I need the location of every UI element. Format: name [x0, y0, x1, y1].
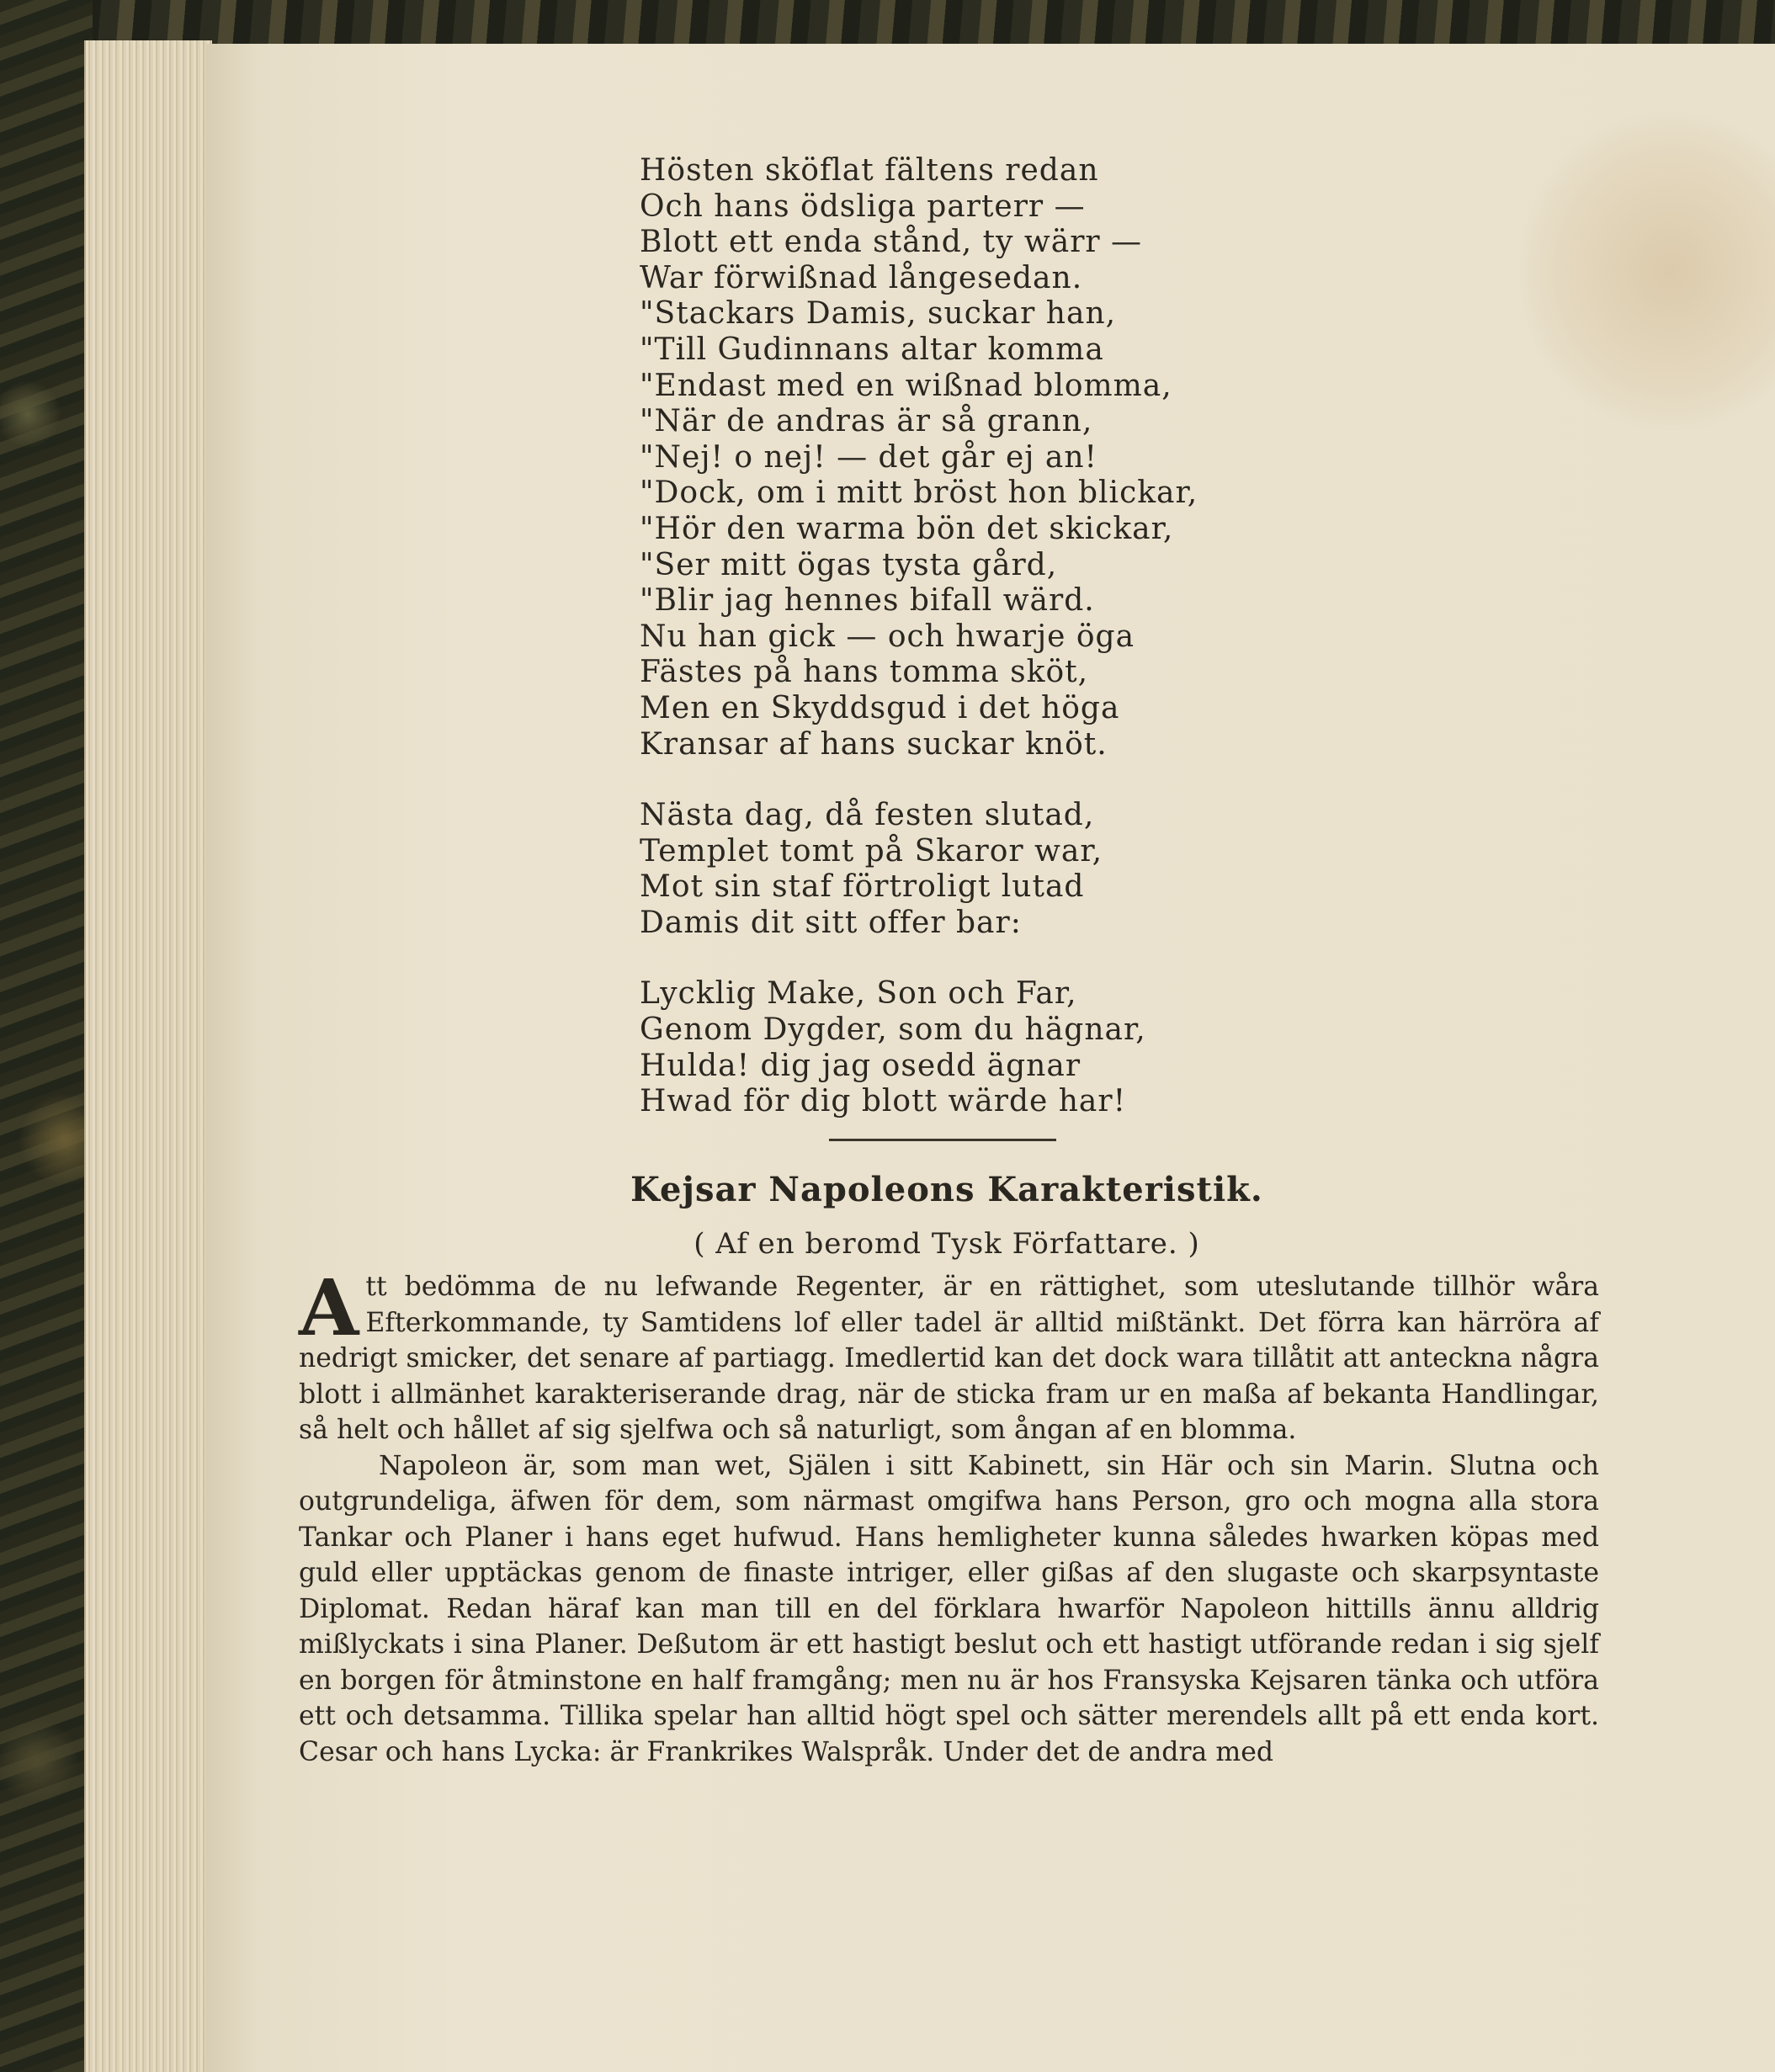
paragraph-text: tt bedömma de nu lefwande Regenter, är en rättighet, som uteslutande tillhör wåra Efterkommande, ty Samtidens lof eller tadel är alltid mißtänkt. Det förra kan härröra af nedrigt smicker, det senare af partiagg. Imedlertid kan det dock wara tillåtit att anteckna några blott i allmänhet karakteriserande drag, när de sticka fram ur en maßa af bekanta Handlingar, så helt och hållet af sig sjelfwa och så naturligt, som ångan af en blomma. [299, 1272, 1599, 1445]
poem-line: "Nej! o nej! — det går ej an! [640, 439, 1098, 475]
poem-line: "Hör den warma bön det skickar, [640, 511, 1174, 546]
poem-line: Hulda! dig jag osedd ägnar [640, 1048, 1081, 1083]
book-cover-top [0, 0, 1775, 50]
poem-line: Templet tomt på Skaror war, [640, 833, 1103, 869]
article-title: Kejsar Napoleons Karakteristik. [630, 1170, 1263, 1209]
poem-line: "Stackars Damis, suckar han, [640, 296, 1117, 332]
poem-line: Hwad för dig blott wärde har! [640, 1084, 1127, 1119]
poem-stanza-1 [640, 153, 1296, 762]
paragraph [299, 1262, 1599, 1448]
poem-line: Blott ett enda stånd, ty wärr — [640, 225, 1143, 260]
paper-stain [1519, 111, 1775, 431]
poem-stanza-2 [640, 798, 1296, 941]
poem-line: "Endast med en wißnad blomma, [640, 368, 1172, 403]
article-body [299, 1262, 1599, 1770]
poem-line: "Till Gudinnans altar komma [640, 332, 1104, 367]
article-subtitle: ( Af en beromd Tysk Författare. ) [694, 1227, 1200, 1261]
poem-line: Damis dit sitt offer bar: [640, 905, 1022, 940]
poem-line: Hösten sköflat fältens redan [640, 153, 1099, 188]
poem [640, 153, 1296, 1156]
poem-line: Fästes på hans tomma sköt, [640, 655, 1089, 690]
poem-line: Lycklig Make, Son och Far, [640, 976, 1077, 1012]
poem-line: Genom Dygder, som du hägnar, [640, 1012, 1146, 1048]
poem-stanza-3 [640, 976, 1296, 1119]
poem-line: Men en Skyddsgud i det höga [640, 690, 1120, 725]
poem-line: "När de andras är så grann, [640, 404, 1093, 439]
page-edges [84, 40, 212, 2072]
poem-line: Nu han gick — och hwarje öga [640, 619, 1135, 654]
poem-line: Kransar af hans suckar knöt. [640, 726, 1108, 762]
poem-line: "Blir jag hennes bifall wärd. [640, 583, 1095, 619]
poem-line: "Dock, om i mitt bröst hon blickar, [640, 475, 1198, 511]
poem-line: Nästa dag, då festen slutad, [640, 798, 1095, 833]
poem-line: Mot sin staf förtroligt lutad [640, 869, 1085, 905]
poem-line: War förwißnad långesedan. [640, 260, 1083, 295]
paragraph: Napoleon är, som man wet, Själen i sitt Kabinett, sin Här och sin Marin. Slutna och outgrundeliga, äfwen för dem, som närmast omgifwa hans Person, gro och mogna alla stora Tankar och Planer i hans eget hufwud. Hans hemligheter kunna således hwarken köpas med guld eller upptäckas genom de finaste intriger, eller gißas af den slugaste och skarpsyntaste Diplomat. Redan häraf kan man till en del förklara hwarför Napoleon hittills ännu alldrig mißlyckats i sina Planer. Deßutom är ett hastigt beslut och ett hastigt utförande redan i sig sjelf en borgen för åtminstone en half framgång; men nu är hos Fransyska Kejsaren tänka och utföra ett och detsamma. Tillika spelar han alltid högt spel och sätter merendels allt på ett enda kort. Cesar och hans Lycka: är Frankrikes Walspråk. Under det de andra med [299, 1450, 1599, 1767]
poem-line: "Ser mitt ögas tysta gård, [640, 547, 1058, 582]
book-cover-left [0, 0, 93, 2072]
drop-cap: A [299, 1262, 359, 1353]
poem-line: Och hans ödsliga parterr — [640, 189, 1086, 224]
section-divider [829, 1139, 1056, 1141]
